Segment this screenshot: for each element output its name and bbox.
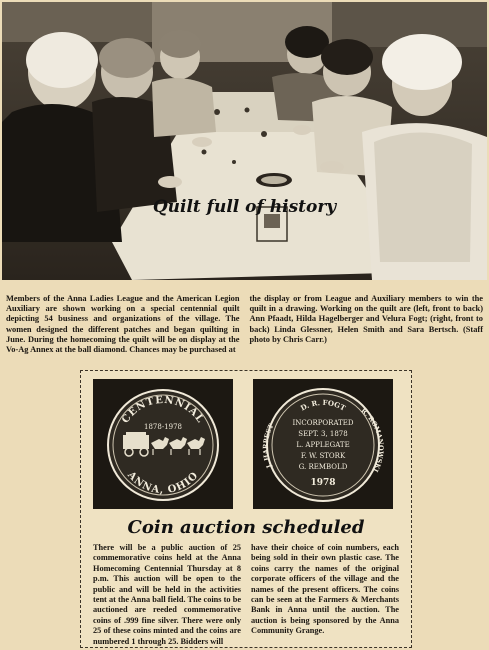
- coin-auction-body-col-1: There will be a public auction of 25 commemorative coins held at the Anna Homecoming Centennial Thursday at 8 p.m. This auction will be open to the public and will be held in the activities tent at the Anna ball field. The coins to be auctioned are reeded commemorative coins of .999 fine silver. There were only 25 of these coins minted and the coins are numbered 1 through 25. Bidders will: [93, 543, 241, 646]
- quilt-caption-col-1: Members of the Anna Ladies League and the American Legion Auxiliary are shown working on a special centennial quilt depicting 54 business and organizations of the village. The women designed the different patches and began quilting in June. During the homecoming the quilt will be on display at the Vo-Ag Annex at the ball diamond. Chances may be purchased at: [6, 294, 240, 355]
- coin-back-year: 1978: [310, 478, 336, 488]
- coin-back-line-1: INCORPORATED: [292, 419, 354, 427]
- coin-front-bottom-text: ANNA, OHIO: [125, 469, 201, 497]
- coin-auction-body: [93, 543, 399, 646]
- coin-auction-box: [80, 370, 412, 648]
- coin-auction-headline: Coin auction scheduled: [127, 517, 365, 538]
- coin-back-photo: [253, 379, 393, 509]
- coin-auction-body-col-2: have their choice of coin numbers, each being sold in their own plastic case. The coins carry the names of the original corporate officers of the village and the names of the present officers. The coins can be seen at the Farmers & Merchants Bank in Anna until the auction. The auction is being sponsored by the Anna Community Grange.: [251, 543, 399, 636]
- coin-back-line-2: SEPT. 3, 1878: [298, 430, 348, 438]
- quilt-photo: [2, 2, 487, 280]
- coin-front-photo: [93, 379, 233, 509]
- coin-back-rim-left: J. HARPEST: [261, 422, 276, 470]
- quilt-headline: [0, 197, 489, 217]
- coin-front-years: 1878-1978: [144, 423, 182, 431]
- coin-back-line-3: L. APPLEGATE: [296, 441, 350, 449]
- coin-back-rim-right: R. ROMANOWSKI: [359, 406, 385, 474]
- coin-back-rim-top: D. R. FOGT: [298, 397, 348, 413]
- coin-back-line-5: G. REMBOLD: [298, 463, 348, 471]
- coin-back-line-4: F. W. STORK: [300, 452, 346, 460]
- quilt-caption: [6, 294, 483, 364]
- coin-front-top-text: CENTENNIAL: [120, 394, 206, 426]
- quilt-headline-text: Quilt full of history: [152, 197, 337, 217]
- quilt-caption-col-2: the display or from League and Auxiliary members to win the quilt in a drawing. Working on the quilt are (left, front to back) Ann Pfaadt, Hilda Hagelberger and Velura Fogt; (right, front to back) Linda Glessner, Helen Smith and Sara Bertsch. (Staff photo by Chris Carr.): [249, 294, 483, 344]
